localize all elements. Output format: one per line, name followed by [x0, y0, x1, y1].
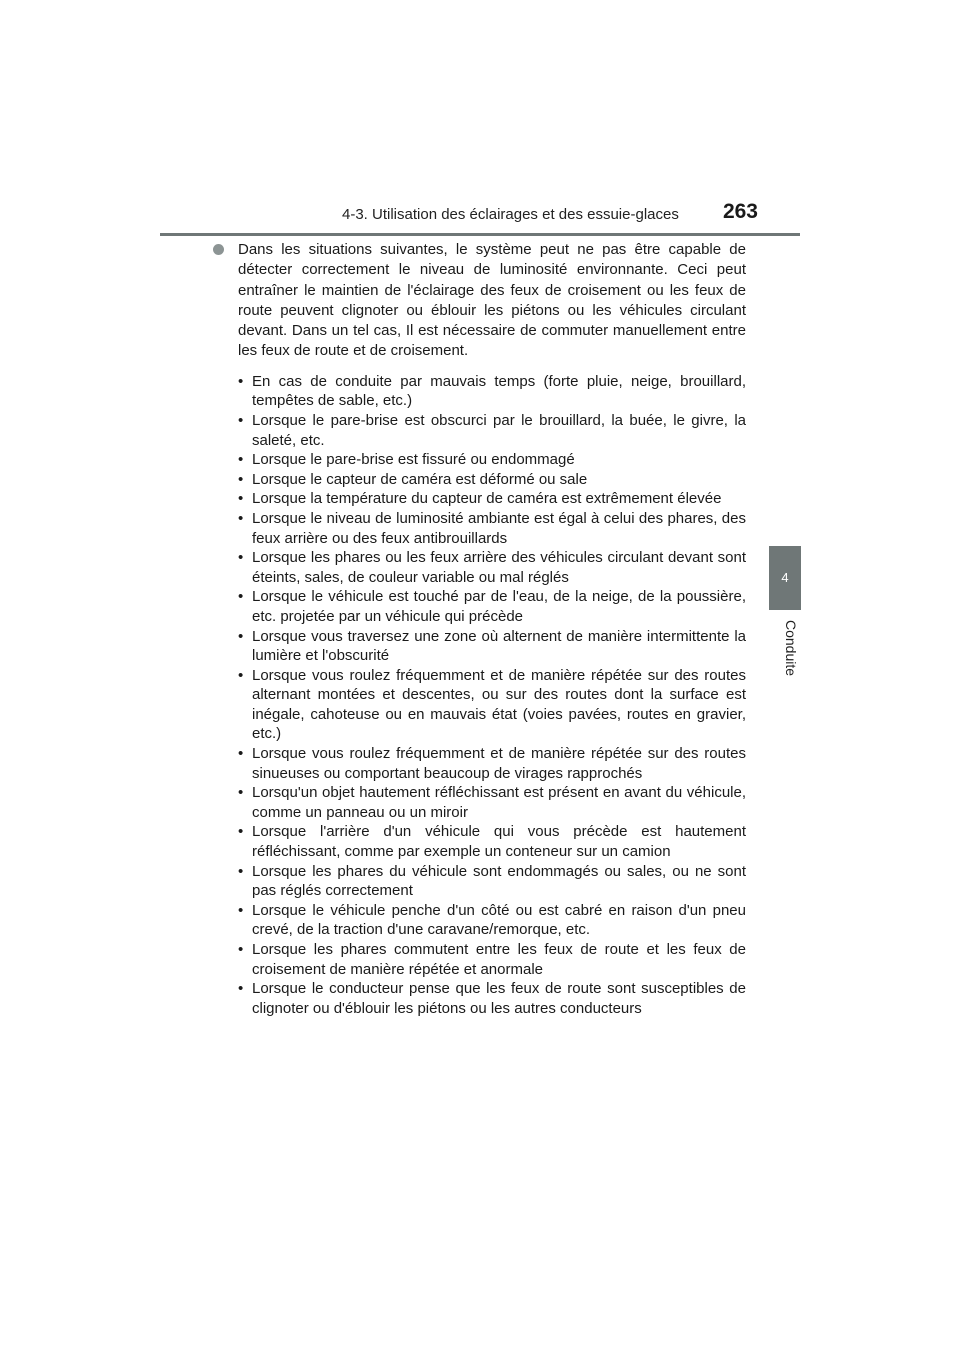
header-rule	[160, 233, 800, 236]
bullet-icon: •	[238, 588, 244, 606]
chapter-label: Conduite	[783, 620, 799, 677]
list-item: • Lorsque les phares du véhicule sont endommagés ou sales, ou ne sont pas réglés correctement	[238, 862, 746, 900]
intro-paragraph	[213, 240, 746, 362]
list-item: • Lorsque le véhicule penche d'un côté ou est cabré en raison d'un pneu crevé, de la traction d'une caravane/remorque, etc.	[238, 901, 746, 939]
bullet-icon: •	[238, 372, 244, 390]
list-item: • Lorsque les phares commutent entre les feux de route et les feux de croisement de manière répétée et anormale	[238, 941, 746, 978]
chapter-tab: 4	[769, 546, 801, 610]
bullet-icon: •	[238, 549, 244, 567]
bullet-icon: •	[238, 509, 244, 527]
page-content	[213, 240, 746, 1018]
page-header	[160, 200, 800, 234]
list-item: • Lorsque le véhicule est touché par de l'eau, de la neige, de la poussière, etc. projetée par un véhicule qui précède	[238, 588, 746, 625]
list-item: • Lorsque vous roulez fréquemment et de manière répétée sur des routes alternant montées et descentes, ou sur des routes dont la surface est inégale, cahoteuse ou en mauvais état (voies pavées, routes en gravier, etc.)	[238, 666, 746, 743]
list-item: • Lorsque le conducteur pense que les feux de route sont susceptibles de clignoter ou d'éblouir les piétons ou les autres conducteurs	[238, 980, 746, 1017]
list-item: • Lorsque vous traversez une zone où alternent de manière intermittente la lumière et l'obscurité	[238, 627, 746, 665]
list-item: • Lorsque les phares ou les feux arrière des véhicules circulant devant sont éteints, sales, de couleur variable ou mal réglés	[238, 549, 746, 586]
bullet-icon: •	[238, 941, 244, 958]
list-item: • Lorsque le capteur de caméra est déformé ou sale	[238, 470, 588, 488]
list-item: • Lorsqu'un objet hautement réfléchissant est présent en avant du véhicule, comme un panneau ou un miroir	[238, 784, 746, 821]
bullet-icon: •	[238, 490, 244, 508]
list-item: • Lorsque l'arrière d'un véhicule qui vous précède est hautement réfléchissant, comme par exemple un conteneur sur un camion	[238, 823, 746, 861]
circle-bullet-icon	[213, 244, 224, 255]
page-number: 263	[722, 200, 758, 223]
bullet-icon: •	[238, 862, 244, 880]
section-title: 4-3. Utilisation des éclairages et des essuie-glaces	[342, 206, 679, 223]
bullet-icon: •	[238, 823, 244, 841]
bullet-icon: •	[238, 745, 244, 763]
list-item: • En cas de conduite par mauvais temps (forte pluie, neige, brouillard, tempêtes de sable, etc.)	[238, 372, 746, 410]
bullet-icon: •	[238, 411, 244, 429]
bullet-icon: •	[238, 451, 244, 469]
list-item: • Lorsque le pare-brise est obscurci par le brouillard, la buée, le givre, la saleté, etc.	[238, 411, 746, 449]
list-item: • Lorsque le pare-brise est fissuré ou endommagé	[238, 451, 575, 469]
bullet-icon: •	[238, 627, 244, 645]
list-item: • Lorsque vous roulez fréquemment et de manière répétée sur des routes sinueuses ou comportant beaucoup de virages rapprochés	[238, 745, 746, 782]
bullet-icon: •	[238, 666, 244, 684]
list-item: • Lorsque le niveau de luminosité ambiante est égal à celui des phares, des feux arrière ou des feux antibrouillards	[238, 509, 746, 547]
intro-text: Dans les situations suivantes, le système peut ne pas être capable de détecter correctement le niveau de luminosité environnante. Ceci peut entraîner le maintien de l'éclairage des feux de croisement ou les feux de route peuvent clignoter ou éblouir les piétons ou les véhicules circulant devant. Dans un tel cas, Il est nécessaire de commuter manuellement entre les feux de route et de croisement.	[238, 241, 746, 360]
bullet-icon: •	[238, 980, 244, 998]
bullet-icon: •	[238, 470, 244, 488]
list-item: • Lorsque la température du capteur de caméra est extrêmement élevée	[238, 490, 722, 508]
situation-list	[238, 372, 746, 1019]
bullet-icon: •	[238, 784, 244, 802]
bullet-icon: •	[238, 901, 244, 919]
